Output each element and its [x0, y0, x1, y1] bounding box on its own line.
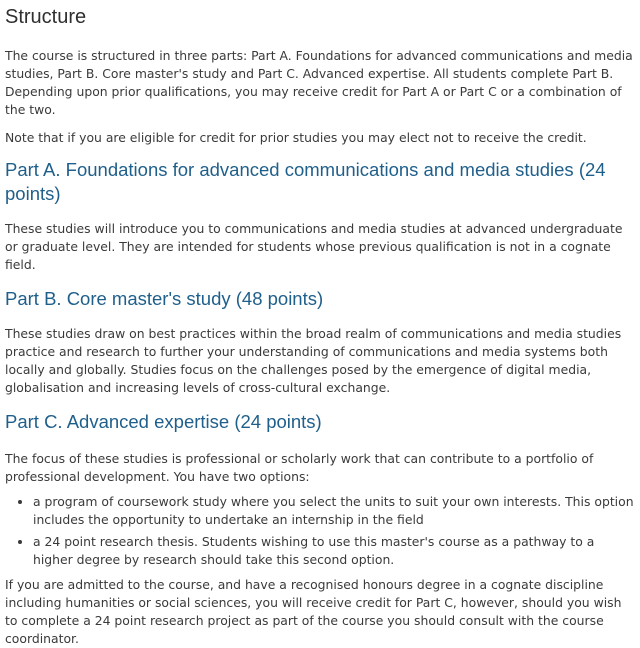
part-c-options-list	[5, 493, 637, 569]
list-item: • a program of coursework study where you select the units to suit your own interests. This option includes the opportunity to undertake an internship in the field	[33, 493, 637, 529]
list-item: • a 24 point research thesis. Students wishing to use this master's course as a pathway to a higher degree by research should take this second option.	[33, 533, 637, 569]
part-c-paragraph: The focus of these studies is professional or scholarly work that can contribute to a portfolio of professional development. You have two options:	[5, 451, 594, 484]
part-c-heading: Part C. Advanced expertise (24 points)	[5, 411, 322, 432]
page-title: Structure	[5, 6, 87, 28]
part-c-credit-paragraph: If you are admitted to the course, and have a recognised honours degree in a cognate discipline including humanities or social sciences, you will receive credit for Part C, however, should you wish to complete a 24 point research project as part of the course you should consult with the course coordinator.	[5, 577, 622, 646]
part-b-heading: Part B. Core master's study (48 points)	[5, 288, 324, 309]
part-a-heading: Part A. Foundations for advanced communications and media studies (24 points)	[5, 159, 606, 204]
intro-paragraph: The course is structured in three parts: Part A. Foundations for advanced communications and media studies, Part B. Core master's study and Part C. Advanced expertise. All students complete Part B. Depending upon prior qualifications, you may receive credit for Part A or Part C or a combination of the two.	[5, 48, 633, 117]
credit-note-paragraph: Note that if you are eligible for credit for prior studies you may elect not to receive the credit.	[5, 130, 587, 145]
part-a-paragraph: These studies will introduce you to communications and media studies at advanced undergraduate or graduate level. They are intended for students whose previous qualification is not in a cognate field.	[5, 221, 623, 272]
part-b-paragraph: These studies draw on best practices within the broad realm of communications and media studies practice and research to further your understanding of communications and media systems both locally and globally. Studies focus on the challenges posed by the emergence of digital media, globalisation and increasing levels of cross-cultural exchange.	[5, 326, 622, 395]
